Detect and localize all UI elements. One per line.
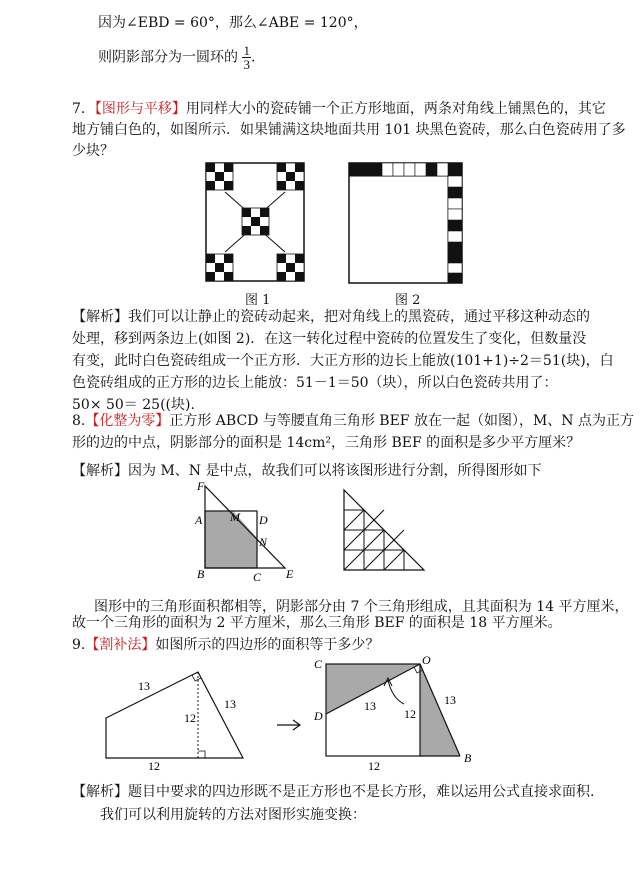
q8-line-2: 形的边的中点，阴影部分的面积是 14cm²，三角形 BEF 的面积是多少平方厘米？: [72, 435, 581, 451]
q9-label-B: B: [464, 751, 472, 765]
q8-analysis-text-1: 因为 M、N 是中点，故我们可以将该图形进行分割，所得图形如下: [128, 463, 542, 479]
q9-left-top-label: 13: [138, 679, 150, 693]
q9-label-O: O: [422, 654, 431, 667]
q9-analysis-tag: 【解析】: [72, 784, 128, 800]
intro-line-1: 因为∠EBD = 60°，那么∠ABE = 120°，: [98, 15, 368, 31]
q8-figure-right: [334, 484, 434, 580]
q9-left-bottom-label: 12: [148, 759, 160, 770]
label-D: D: [259, 513, 268, 527]
q8-analysis-1: [72, 462, 541, 480]
label-N: N: [259, 535, 268, 549]
q9-number: 9.: [72, 637, 86, 653]
fraction-numerator: 1: [243, 43, 250, 58]
q7-analysis-4: 色瓷砖组成的正方形的边长上能放：51－1＝50（块），所以白色瓷砖共用了：: [72, 375, 558, 391]
q9-tag: 【割补法】: [85, 637, 156, 653]
label-B: B: [197, 567, 205, 581]
transform-arrow-icon: [275, 718, 303, 732]
q7-analysis-text-1: 我们可以让静止的瓷砖动起来，把对角线上的黑瓷砖，通过平移这种动态的: [128, 309, 590, 325]
q9-label-C: C: [314, 657, 323, 671]
q9-analysis-text-1: 题目中要求的四边形既不是正方形也不是长方形，难以运用公式直接求面积.: [128, 784, 595, 800]
tile-figure-2: [348, 162, 463, 284]
checker-block-bottom-left: [206, 254, 233, 281]
label-E: E: [286, 567, 294, 581]
q7-text-1: 用同样大小的瓷砖铺一个正方形地面，两条对角线上铺黑色的，其它: [185, 101, 606, 117]
intro-line-2-end: .: [250, 49, 256, 66]
label-M: M: [230, 510, 240, 524]
right-column-tiles: [448, 176, 462, 283]
q9-right-height-label: 12: [404, 707, 416, 721]
fraction-denominator: 3: [243, 57, 250, 72]
intro-line-2: [98, 44, 255, 71]
q7-analysis-1: [72, 308, 590, 326]
q9-analysis-2: 我们可以利用旋转的方法对图形实施变换：: [100, 807, 366, 823]
q8-text-1: 正方形 ABCD 与等腰直角三角形 BEF 放在一起（如图），M、N 点为正方: [169, 413, 635, 429]
checker-block-center: [242, 208, 269, 235]
tile-figure-1: [205, 162, 305, 282]
q8-conclusion-1: 图形中的三角形面积都相等，阴影部分由 7 个三角形组成，且其面积为 14 平方厘米，: [94, 599, 629, 615]
q9-right-bottom-label: 12: [368, 759, 380, 773]
q7-line-2: 地方铺白色的，如图所示．如果铺满这块地面共用 101 块黑色瓷砖，那么白色瓷砖用了多: [72, 122, 626, 138]
intro-line-2-text: 则阴影部分为一圆环的: [98, 49, 238, 66]
q7-line-3: 少块？: [72, 143, 114, 159]
checker-block-top-left: [206, 163, 233, 190]
q9-left-right-label: 13: [224, 697, 236, 711]
q8-tag: 【化整为零】: [85, 413, 170, 429]
q8-conclusion-2: 故一个三角形的面积为 2 平方厘米，那么三角形 BEF 的面积是 18 平方厘米。: [72, 615, 562, 631]
q9-figure-right: [308, 654, 483, 779]
top-row-tiles: [349, 163, 462, 176]
q9-label-D: D: [314, 709, 323, 723]
q9-right-right-label: 13: [444, 693, 456, 707]
q9-left-height-label: 12: [184, 711, 196, 725]
fig1-caption: 图 1: [245, 293, 271, 308]
q9-analysis-1: [72, 783, 594, 801]
q7-analysis-2: 处理，移到两条边上(如图 2)．在这一转化过程中瓷砖的位置发生了变化，但数量没: [72, 331, 587, 347]
q7-tag: 【图形与平移】: [94, 101, 186, 117]
label-F: F: [197, 479, 205, 493]
fraction-one-third: [242, 44, 251, 71]
label-A: A: [195, 513, 203, 527]
q8-figure-left: [193, 478, 303, 584]
q8-analysis-tag: 【解析】: [72, 463, 128, 479]
checker-block-top-right: [277, 163, 304, 190]
q8-number: 8.: [72, 413, 86, 429]
q7-analysis-3: 有变，此时白色瓷砖组成一个正方形．大正方形的边长上能放(101+1)÷2＝51(块)，白: [72, 353, 614, 369]
q9-text-1: 如图所示的四边形的面积等于多少？: [155, 637, 380, 653]
q7-analysis-tag: 【解析】: [72, 309, 128, 325]
q7-line-1: [72, 100, 606, 118]
q9-figure-left: [98, 660, 248, 770]
q9-line-1: [72, 636, 379, 654]
q8-line-1: [72, 412, 634, 430]
q7-number: 7．: [72, 101, 95, 117]
label-C: C: [253, 570, 262, 584]
checker-block-bottom-right: [277, 254, 304, 281]
q9-right-top-label: 13: [364, 699, 376, 713]
q7-analysis-5: 50× 50＝ 25((块).: [72, 397, 195, 413]
fig2-caption: 图 2: [395, 293, 421, 308]
